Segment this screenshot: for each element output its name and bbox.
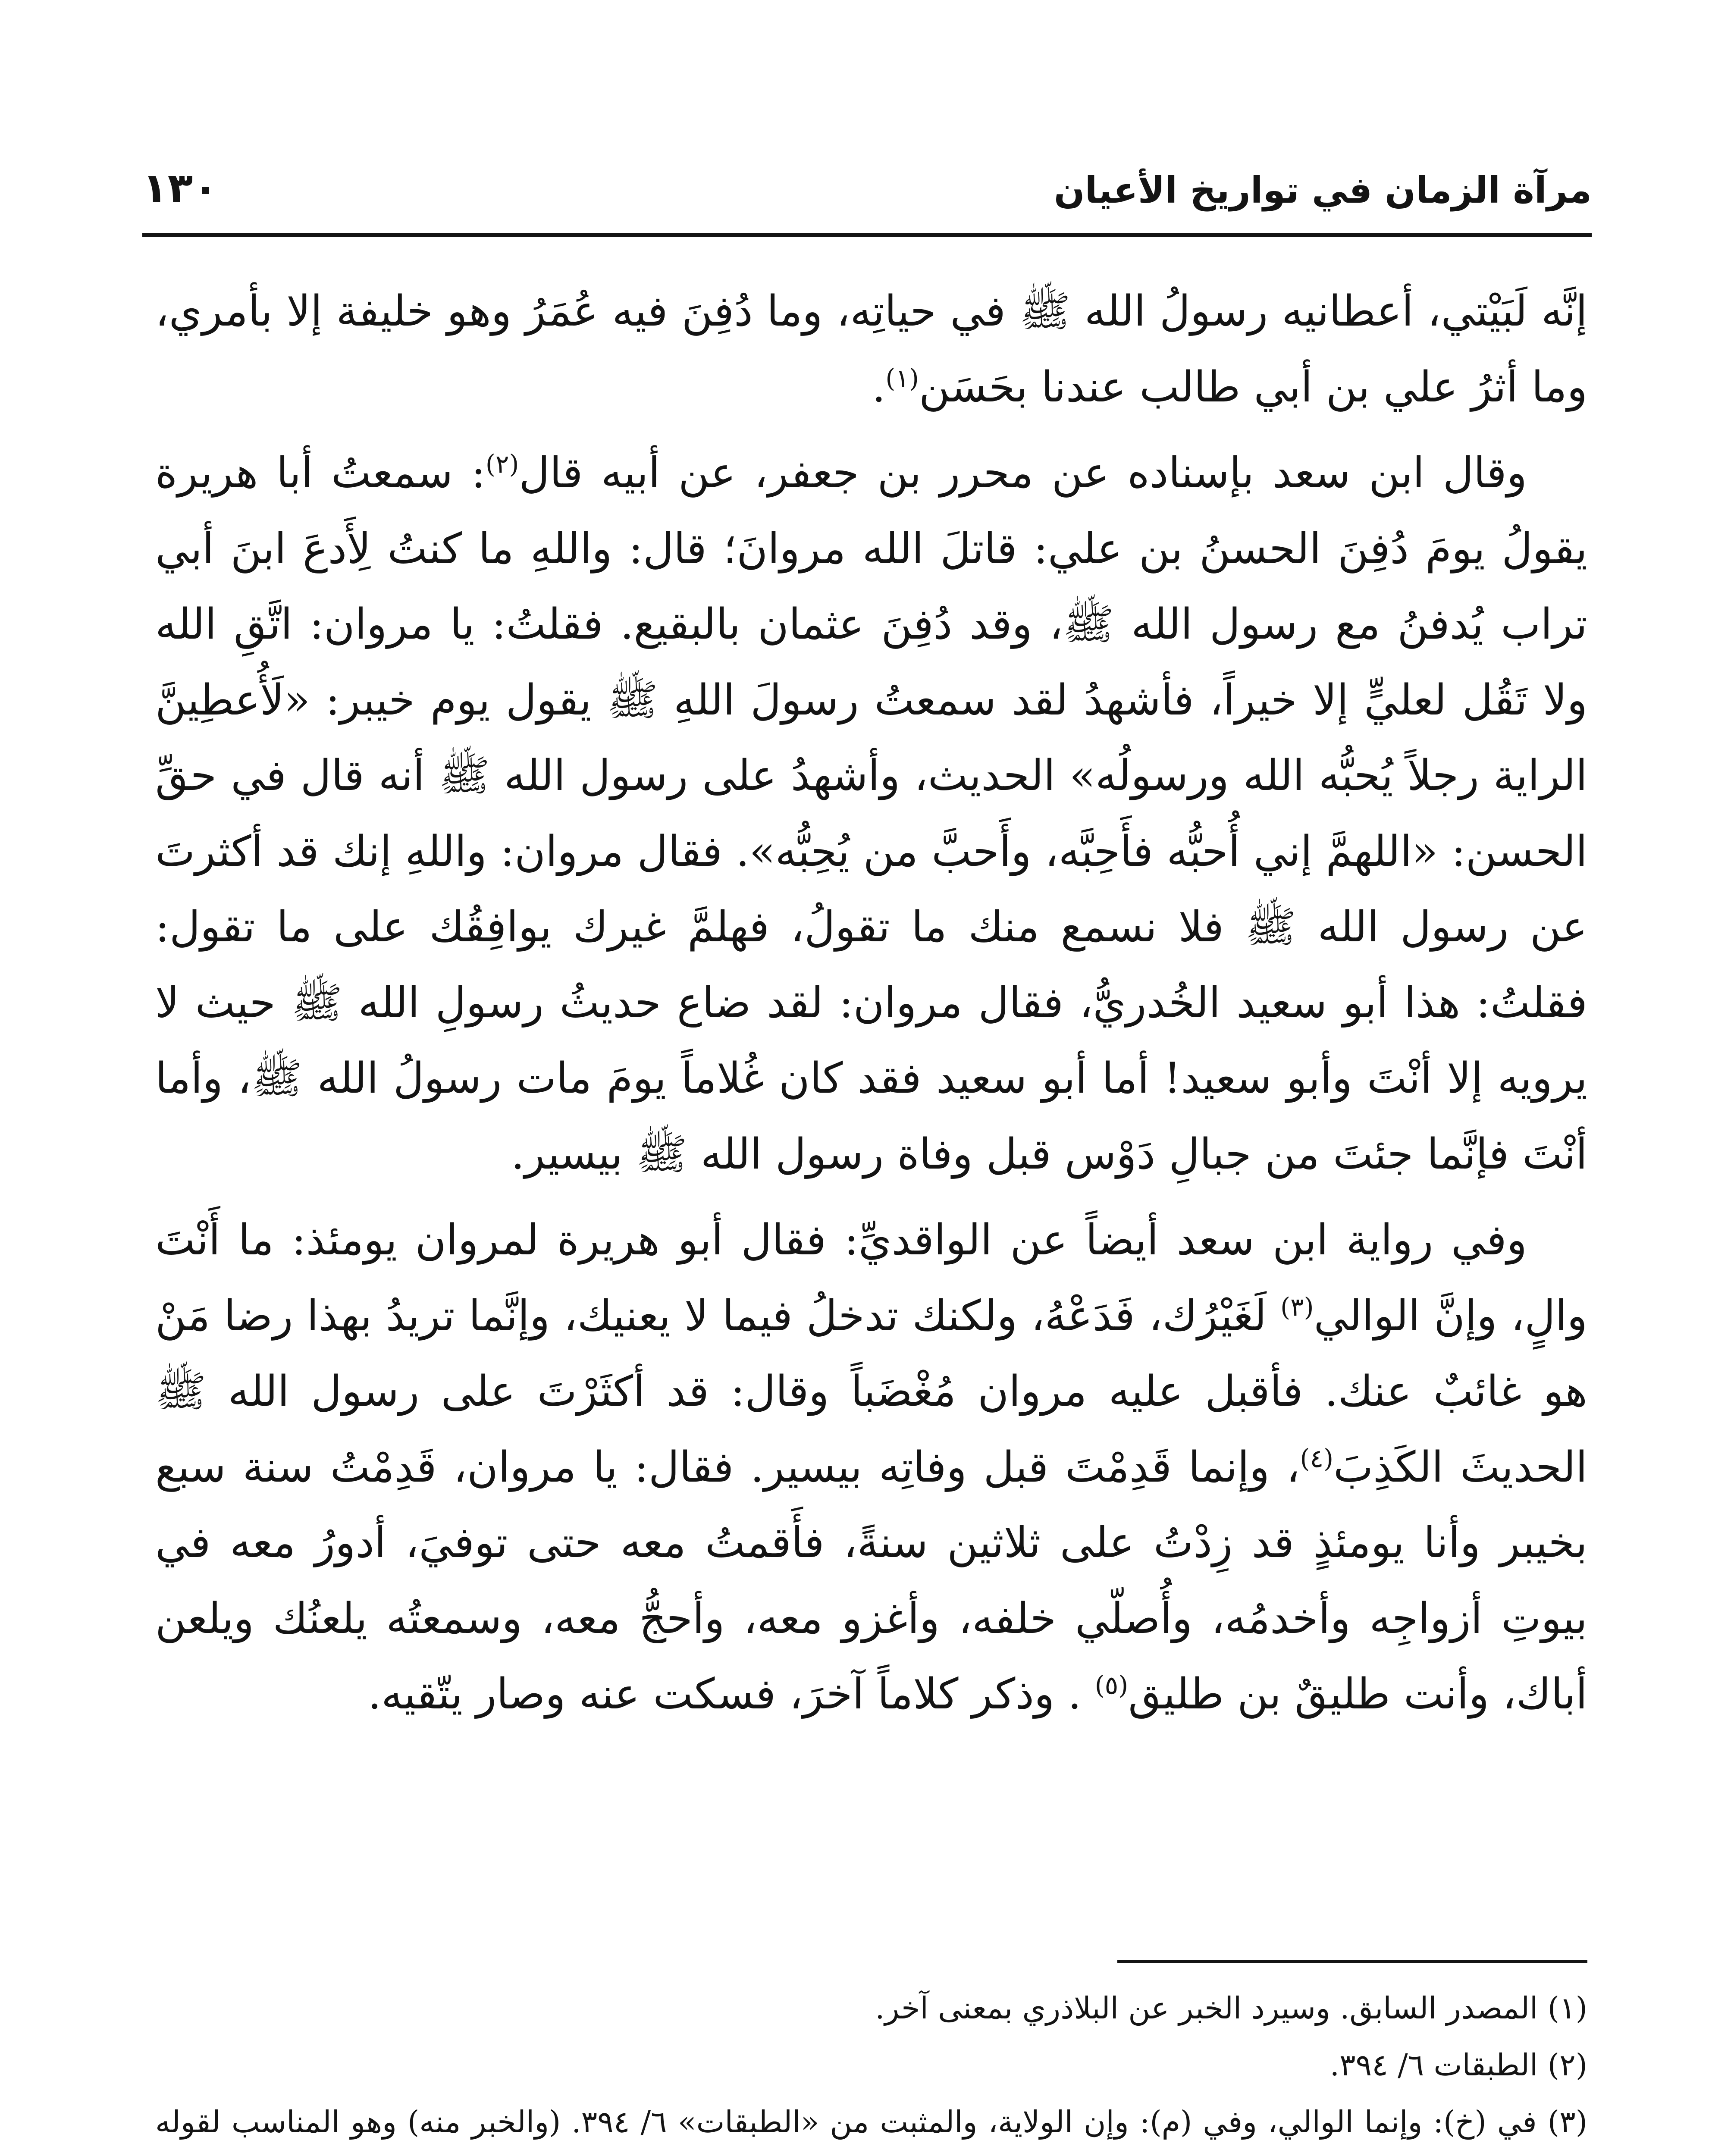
paragraph-text: وفي رواية ابن سعد أيضاً عن الواقديِّ: فقال أبو هريرة لمروان يومئذ: ما أَنْتَ والٍ، وإنَّ الوالي: [155, 1216, 1588, 1341]
footnote-3: [155, 2095, 1587, 2156]
footnote-2: [155, 2038, 1587, 2092]
footnote-ref-1: (١): [885, 363, 919, 393]
paragraph-text: : سمعتُ أبا هريرة يقولُ يومَ دُفِنَ الحسنُ بن علي: قاتلَ الله مروانَ؛ قال: واللهِ ما كنتُ لِأَدعَ ابنَ أبي تراب يُدفنُ مع رسول الله ﷺ، وقد دُفِنَ عثمان بالبقيع. فقلتُ: يا مروان: اتَّقِ الله ولا تَقُل لعليٍّ إلا خيراً، فأشهدُ لقد سمعتُ رسولَ اللهِ ﷺ يقول يوم خيبر: «لَأُعطِينَّ الراية رجلاً يُحبُّه الله ورسولُه» الحديث، وأشهدُ على رسول الله ﷺ أنه قال في حقِّ الحسن: «اللهمَّ إني أُحبُّه فأَحِبَّه، وأَحبَّ من يُحِبُّه». فقال مروان: واللهِ إنك قد أكثرتَ عن رسول الله ﷺ فلا نسمع منك ما تقولُ، فهلمَّ غيرك يوافِقُك على ما تقول: فقلتُ: هذا أبو سعيد الخُدريُّ، فقال مروان: لقد ضاع حديثُ رسولِ الله ﷺ حيث لا يرويه إلا أنْتَ وأبو سعيد! أما أبو سعيد فقد كان غُلاماً يومَ مات رسولُ الله ﷺ، وأما أنْتَ فإنَّما جئتَ من جبالِ دَوْس قبل وفاة رسول الله ﷺ بيسير.: [155, 448, 1587, 1179]
paragraph-text: .: [872, 362, 886, 412]
paragraph-text: إنَّه لَبَيْتي، أعطانيه رسولُ الله ﷺ في حياتِه، وما دُفِنَ فيه عُمَرُ وهو خليفة إلا بأمري، وما أثرُ علي بن أبي طالب عندنا بحَسَن: [155, 287, 1587, 412]
main-text: [155, 274, 1587, 1743]
footnote-text: في (خ): وإنما الوالي، وفي (م): وإن الولاية، والمثبت من «الطبقات» ٦/ ٣٩٤. (والخبر منه) وهو المناسب لقوله: [155, 2104, 1537, 2140]
header-divider: [142, 233, 1592, 237]
footnote-text: الطبقات ٦/ ٣٩٤.: [1330, 2047, 1538, 2083]
footnotes: [155, 1981, 1587, 2156]
book-title: مرآة الزمان في تواريخ الأعيان: [1054, 169, 1592, 211]
paragraph-text: وقال ابن سعد بإسناده عن محرر بن جعفر، عن أبيه قال: [519, 448, 1527, 498]
paragraph-text: لَغَيْرُك، فَدَعْهُ، ولكنك تدخلُ فيما لا يعنيك، وإنَّما تريدُ بهذا رضا مَنْ هو غائبٌ عنك. فأقبل عليه مروان مُغْضَباً وقال: قد أكثَرْتَ على رسول الله ﷺ الحديثَ الكَذِبَ: [155, 1291, 1587, 1492]
running-header: [142, 164, 1592, 224]
footnote-text: المصدر السابق. وسيرد الخبر عن البلاذري بمعنى آخر.: [875, 1990, 1538, 2026]
footnote-divider: [1117, 1960, 1587, 1963]
paragraph-text: ، وإنما قَدِمْتَ قبل وفاتِه بيسير. فقال: يا مروان، قَدِمْتُ سنة سبع بخيبر وأنا يومئذٍ قد زِدْتُ على ثلاثين سنةً، فأَقمتُ معه حتى توفيَ، أدورُ معه في بيوتِ أزواجِه وأخدمُه، وأُصلّي خلفه، وأغزو معه، وأحجُّ معه، وسمعتُه يلعنُك ويلعن أباك، وأنت طليقٌ بن طليق: [155, 1442, 1587, 1719]
paragraph-3: [155, 1203, 1587, 1733]
footnote-ref-2: (٢): [485, 449, 519, 479]
footnote-ref-4: (٤): [1300, 1443, 1334, 1473]
footnote-ref-5: (٥): [1094, 1670, 1129, 1700]
footnote-number: (١): [1547, 1990, 1587, 2026]
footnote-ref-3: (٣): [1280, 1291, 1314, 1322]
page-number: ١٣٠: [142, 164, 218, 212]
footnote-number: (٣): [1547, 2104, 1588, 2140]
footnote-1: [155, 1981, 1587, 2035]
paragraph-2: [155, 436, 1587, 1192]
footnote-number: (٢): [1547, 2047, 1587, 2083]
paragraph-text: . وذكر كلاماً آخرَ، فسكت عنه وصار يتّقيه.: [368, 1670, 1082, 1719]
paragraph-1: [155, 274, 1587, 425]
